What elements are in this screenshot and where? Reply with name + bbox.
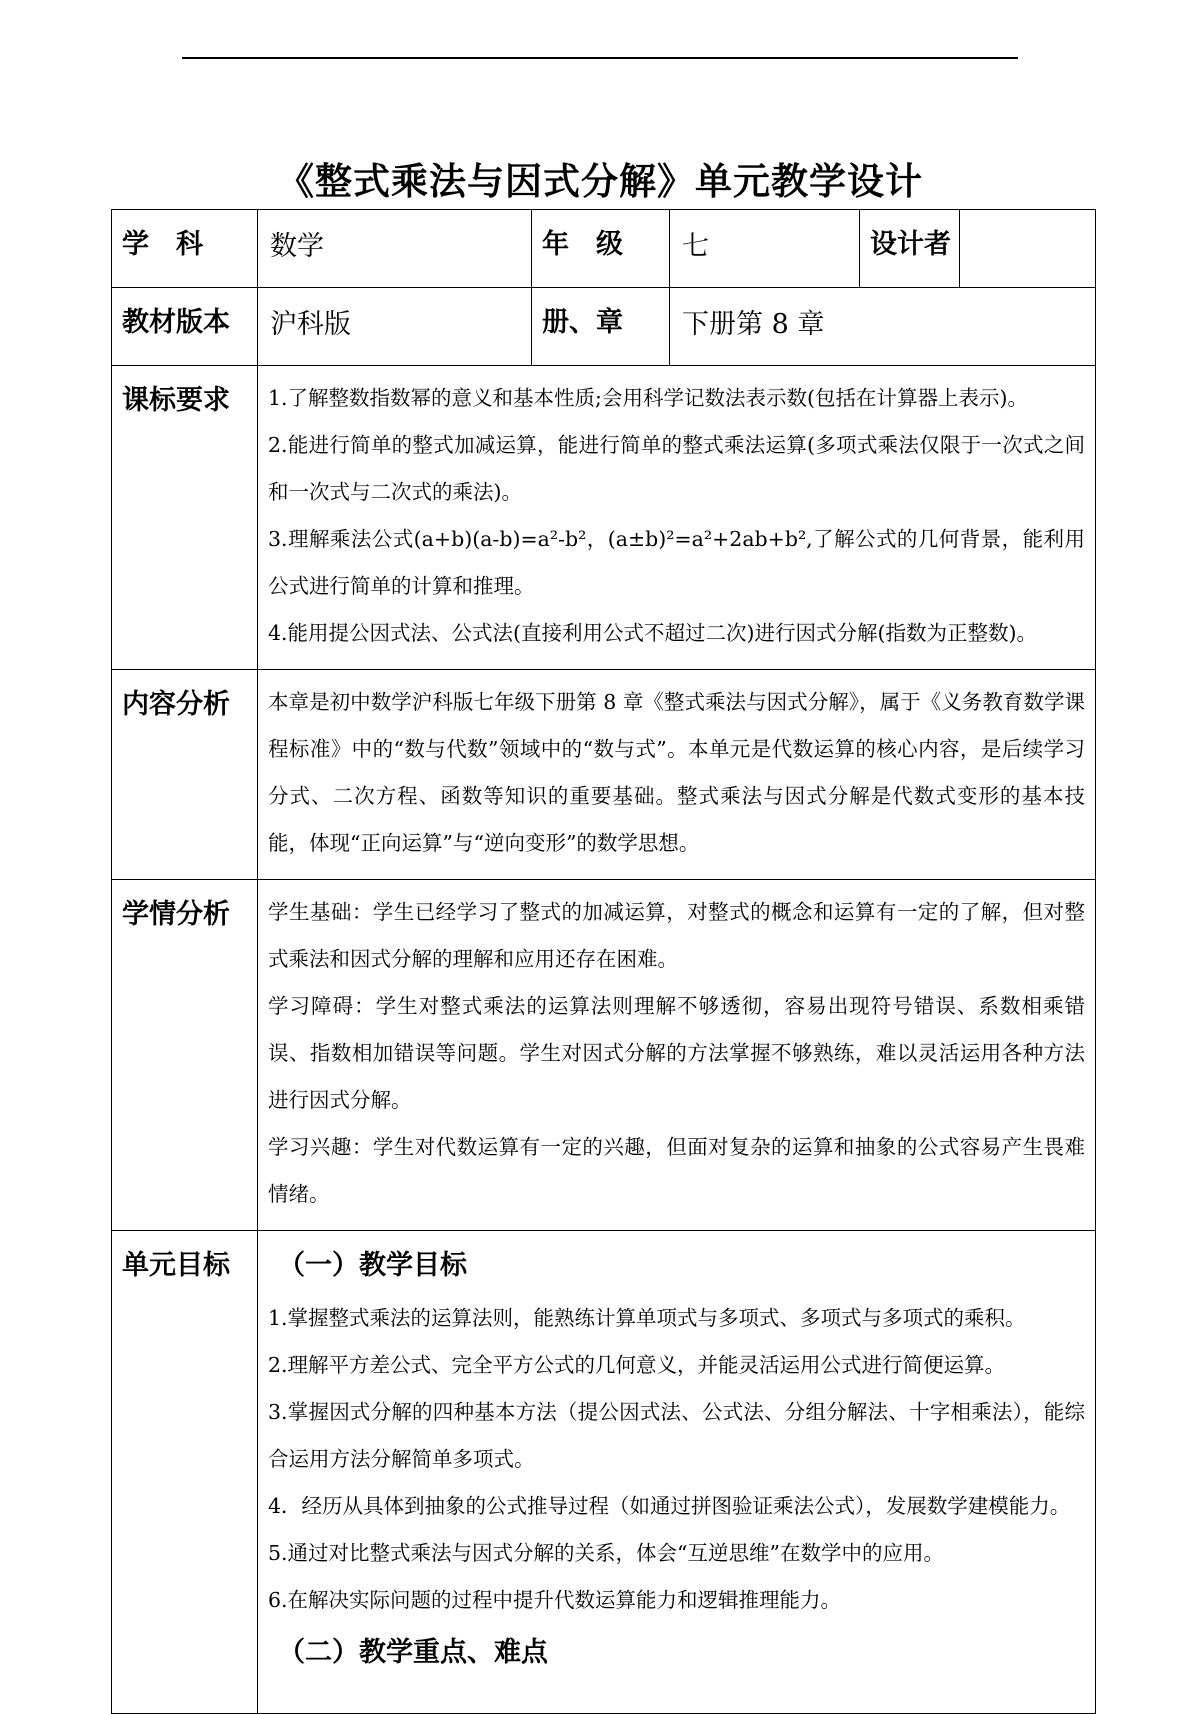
key-points-heading: （二）教学重点、难点 [278,1637,548,1668]
goal-item-4: 4．经历从具体到抽象的公式推导过程（如通过拼图验证乘法公式），发展数学建模能力。 [268,1494,1071,1518]
unit-goals-row [112,1231,1096,1714]
unit-goals-label: 单元目标 [112,1231,258,1714]
document-title: 《整式乘法与因式分解》单元教学设计 [277,159,923,203]
chapter-label: 册、章 [532,288,670,366]
chapter-value: 下册第 8 章 [670,288,1096,366]
header-rule [182,57,1018,59]
edition-label: 教材版本 [112,288,258,366]
teaching-goals-heading: （一）教学目标 [278,1250,467,1281]
learner-item-2: 学习障碍：学生对整式乘法的运算法则理解不够透彻，容易出现符号错误、系数相乘错误、指数相加错误等问题。学生对因式分解的方法掌握不够熟练，难以灵活运用各种方法进行因式分解。 [268,994,1085,1112]
learner-analysis-row [112,880,1096,1231]
info-row-1 [112,210,1096,288]
edition-value: 沪科版 [258,288,532,366]
subject-label: 学 科 [112,210,258,288]
grade-label: 年 级 [532,210,670,288]
unit-goals-cell [258,1231,1096,1714]
goal-item-3: 3.掌握因式分解的四种基本方法（提公因式法、公式法、分组分解法、十字相乘法），能综合运用方法分解简单多项式。 [268,1400,1085,1471]
content-analysis-row [112,670,1096,880]
goal-item-2: 2.理解平方差公式、完全平方公式的几何意义，并能灵活运用公式进行简便运算。 [268,1353,1006,1377]
subject-value: 数学 [258,210,532,288]
standards-row [112,366,1096,670]
standards-item-3: 3.理解乘法公式(a+b)(a-b)=a²-b²，(a±b)²=a²+2ab+b²,了解公式的几何背景，能利用公式进行简单的计算和推理。 [268,527,1085,598]
learner-item-3: 学习兴趣：学生对代数运算有一定的兴趣，但面对复杂的运算和抽象的公式容易产生畏难情绪。 [268,1135,1085,1206]
learner-analysis-label: 学情分析 [112,880,258,1231]
learner-analysis-cell [258,880,1096,1231]
standards-item-2: 2.能进行简单的整式加减运算，能进行简单的整式乘法运算(多项式乘法仅限于一次式之间和一次式与二次式的乘法)。 [268,433,1085,504]
grade-value: 七 [670,210,860,288]
content-analysis-cell [258,670,1096,880]
learner-item-1: 学生基础：学生已经学习了整式的加减运算，对整式的概念和运算有一定的了解，但对整式乘法和因式分解的理解和应用还存在困难。 [268,900,1085,971]
content-analysis-text: 本章是初中数学沪科版七年级下册第 8 章《整式乘法与因式分解》，属于《义务教育数学课程标准》中的“数与代数”领域中的“数与式”。本单元是代数运算的核心内容，是后续学习分式、二次方程、函数等知识的重要基础。整式乘法与因式分解是代数式变形的基本技能，体现“正向运算”与“逆向变形”的数学思想。 [268,690,1085,855]
content-analysis-label: 内容分析 [112,670,258,880]
goal-item-6: 6.在解决实际问题的过程中提升代数运算能力和逻辑推理能力。 [268,1588,842,1612]
standards-label: 课标要求 [112,366,258,670]
standards-item-1: 1.了解整数指数幂的意义和基本性质;会用科学记数法表示数(包括在计算器上表示)。 [268,386,1028,410]
goal-item-1: 1.掌握整式乘法的运算法则，能熟练计算单项式与多项式、多项式与多项式的乘积。 [268,1306,1026,1330]
designer-label: 设计者 [860,210,960,288]
info-row-2 [112,288,1096,366]
design-table [111,209,1096,1714]
standards-item-4: 4.能用提公因式法、公式法(直接利用公式不超过二次)进行因式分解(指数为正整数)。 [268,621,1038,645]
standards-cell [258,366,1096,670]
goal-item-5: 5.通过对比整式乘法与因式分解的关系，体会“互逆思维”在数学中的应用。 [268,1541,945,1565]
designer-value [960,210,1096,288]
